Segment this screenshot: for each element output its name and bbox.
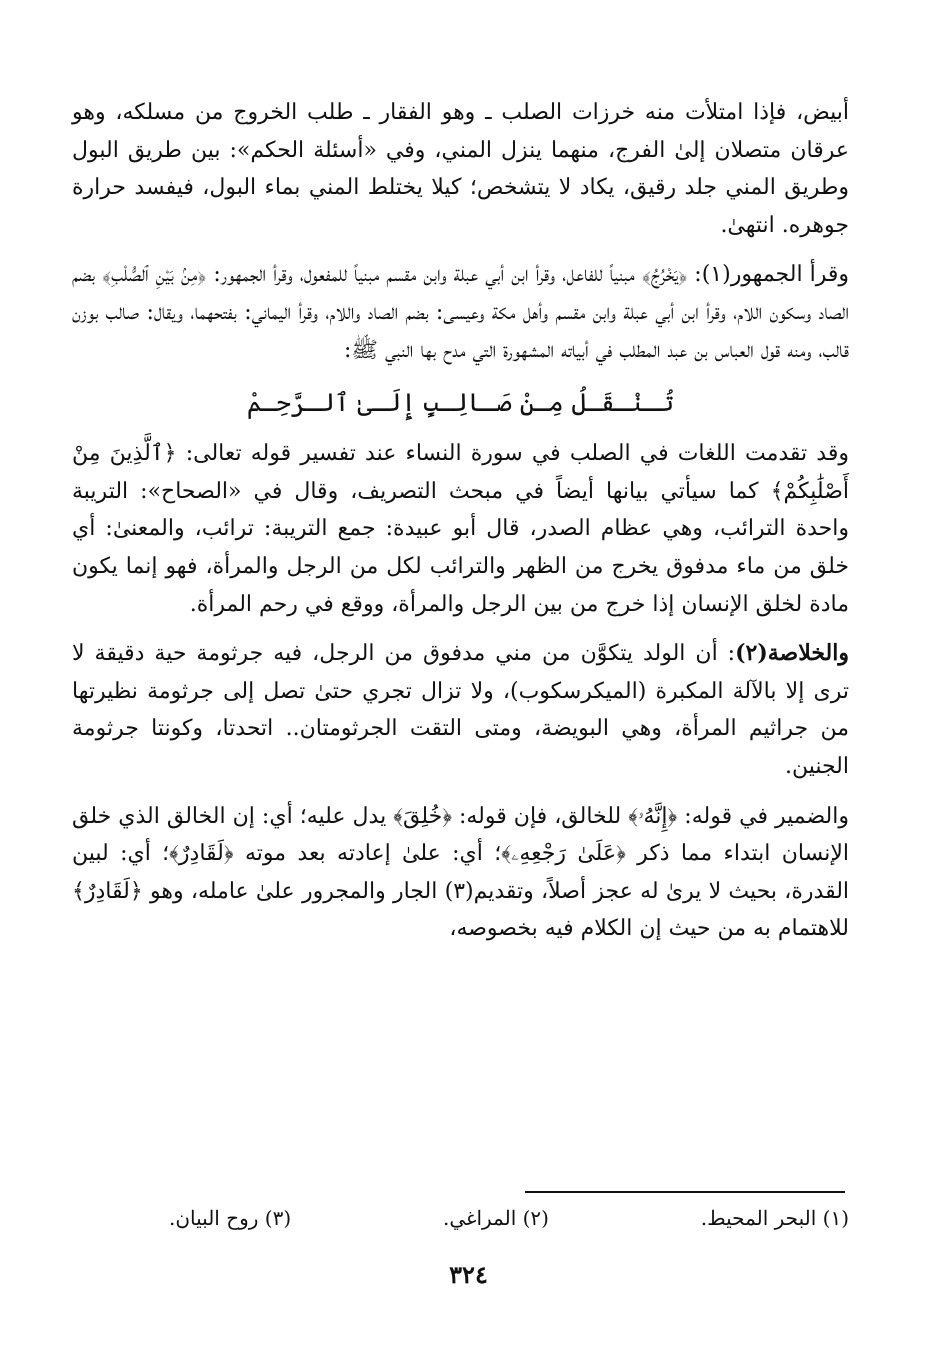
footnote-2: (٢) المراغي. [442, 1206, 549, 1230]
paragraph-4 [72, 635, 849, 785]
footnote-divider [525, 1191, 845, 1193]
paragraph-1: أبيض، فإذا امتلأت منه خرزات الصلب ـ وهو الفقار ـ طلب الخروج من مسلكه، وهو عرقان متصلان إلىٰ الفرج، منهما ينزل المني، وفي «أسئلة الحكم»: بين طريق البول وطريق المني جلد رقيق، يكاد لا يتشخص؛ كيلا يختلط المني بماء البول، فيفسد حرارة جوهره. انتهىٰ. [72, 100, 849, 238]
footnote-3: (٣) روح البيان. [169, 1206, 292, 1230]
page-number: ٣٢٤ [449, 1260, 488, 1289]
paragraph-3: وقد تقدمت اللغات في الصلب في سورة النساء عند تفسير قوله تعالى: ﴿ٱلَّذِينَ مِنْ أَصْلَٰبِكُمْ﴾ كما سيأتي بيانها أيضاً في مبحث التصريف، وقال في «الصحاح»: التريبة واحدة الترائب، وهي عظام الصدر، قال أبو عبيدة: جمع التريبة: ترائب، والمعنىٰ: أي خلق من ماء مدفوق يخرج من الظهر والترائب لكل من الرجل والمرأة، فهو إنما يكون مادة لخلق الإنسان إذا خرج من بين الرجل والمرأة، ووقع في رحم المرأة. [72, 441, 849, 617]
summary-heading: والخلاصة(٢) [735, 640, 849, 667]
footnotes [169, 1206, 849, 1230]
paragraph-5: والضمير في قوله: ﴿إِنَّهُۥ﴾ للخالق، فإن قوله: ﴿خُلِقَ﴾ يدل عليه؛ أي: إن الخالق الذي خلق الإنسان ابتداء مما ذكر ﴿عَلَىٰ رَجْعِهِۦ﴾؛ أي: علىٰ إعادته بعد موته ﴿لَقَادِرٌ﴾؛ أي: لبين القدرة، بحيث لا يرىٰ له عجز أصلاً، وتقديم(٣) الجار والمجرور علىٰ عامله، وهو ﴿لَقَادِرٌ﴾ للاهتمام به من حيث إن الكلام فيه بخصوصه، [72, 803, 850, 942]
paragraph-2: وقرأ الجمهور(١): ﴿يَخْرُجُ﴾ مبنياً للفاعل، وقرأ ابن أبي عبلة وابن مقسم مبنياً للمفعول، وقرأ الجمهور: ﴿مِنۢ بَيْنِ ٱلصُّلْبِ﴾ بضم الصاد وسكون اللام، وقرأ ابن أبي عبلة وابن مقسم وأهل مكة وعيسى: بضم الصاد واللام، وقرأ اليماني: بفتحهما، ويقال: صالب بوزن قالب، ومنه قول العباس بن عبد المطلب في أبياته المشهورة التي مدح بها النبي ﷺ: [72, 262, 849, 363]
footnote-1: (١) البحر المحيط. [700, 1206, 849, 1230]
poetry-verse: تُـنْـقَـلُ مِـنْ صَـالِـبٍ إِلَـىٰ ٱلـرَّحِـمْ [246, 388, 675, 418]
paragraph-4-body: : أن الولد يتكوَّن من مني مدفوق من الرجل، فيه جرثومة حية دقيقة لا ترى إلا بالآلة المكبرة (الميكرسكوب)، ولا تزال تجري حتىٰ تصل إلى جرثومة نظيرتها من جراثيم المرأة، وهي البويضة، ومتى التقت الجرثومتان.. اتحدتا، وكونتا جرثومة الجنين. [72, 641, 849, 779]
